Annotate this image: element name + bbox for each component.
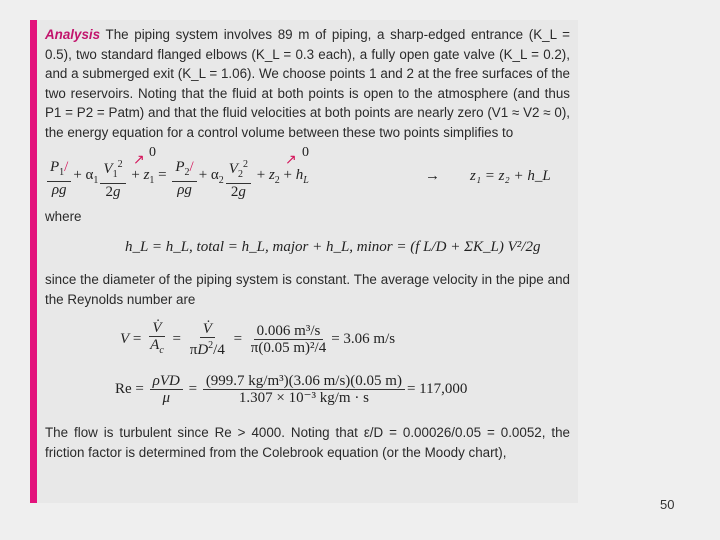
- slide-page: [30, 20, 578, 503]
- energy-result: z₁ = z₂ + h_L: [470, 167, 551, 184]
- intro-text: The piping system involves 89 m of piping, a sharp-edged entrance (K_L = 0.5), two standard flanged elbows (K_L = 0.3 each), a fully open gate valve (K_L = 0.2), and a submerged exit (K_L = 1.06). We choose points 1 and 2 at the free surfaces of the two reservoirs. Noting that the fluid at both points is open to the atmosphere (and thus P1 = P2 = Patm) and that the fluid velocities at both points are nearly zero (V1 ≈ V2 ≈ 0), the energy equation for a control volume between these two points simplifies to: [45, 27, 570, 140]
- paragraph-3: The flow is turbulent since Re > 4000. Noting that ε/D = 0.00026/0.05 = 0.0052, the friction factor is determined from the Colebrook equation (or the Moody chart),: [45, 425, 570, 460]
- where-label: where: [45, 208, 82, 224]
- accent-bar: [30, 20, 37, 503]
- document-body: [45, 25, 570, 463]
- head-loss-equation: [45, 226, 570, 270]
- reynolds-numerator: (999.7 kg/m³)(3.06 m/s)(0.05 m): [203, 373, 405, 390]
- velocity-denominator: π(0.05 m)²/4: [250, 339, 327, 356]
- arrow-1: ↗: [133, 152, 145, 168]
- zero-mark-1: 0: [149, 144, 156, 160]
- arrow-2: ↗: [285, 152, 297, 168]
- analysis-label: Analysis: [45, 27, 101, 42]
- reynolds-equation: Re = $\frac{\text{ρVD}}{\mu}$ = $\frac{\text{(999.7 kg/m³)(3.06 m/s)(0.05 m)}}{\text{1.307 × 10⁻³ kg/m · s}}$ = 117,000: [115, 372, 468, 406]
- page-number: 50: [660, 497, 675, 512]
- intro-paragraph: [45, 25, 570, 143]
- paragraph-2: since the diameter of the piping system is constant. The average velocity in the pipe and the Reynolds number are: [45, 272, 570, 307]
- velocity-lhs: V: [120, 330, 130, 347]
- velocity-result: = 3.06 m/s: [331, 330, 396, 347]
- velocity-equation: V = $\frac{V̇}{A_c}$ = $\frac{V̇}{\pi D^2/4}$ = $\frac{\text{0.006 m³/s}}{\text{π(0.05 m)²/4}}$ = 3.06 m/s: [120, 319, 396, 358]
- energy-equation: 0 ↗ 0 ↗ $\frac{P_1/}{\rho g}$ + $\alpha_1$ $\frac{V_1^2}{2g}$ + $z_1$ = $\frac{P_2/}{\rho g}$ + $\alpha_2$ $\frac{V_2^2}{2g}$ + $z_2 + h_L$ → z₁ = z₂ + h_L: [45, 147, 570, 209]
- reynolds-result: = 117,000: [406, 380, 468, 397]
- zero-mark-2: 0: [302, 144, 309, 160]
- velocity-numerator: 0.006 m³/s: [254, 323, 324, 340]
- reynolds-denominator: 1.307 × 10⁻³ kg/m · s: [238, 389, 369, 406]
- implies-arrow: →: [425, 167, 440, 184]
- reynolds-lhs: Re: [115, 380, 132, 397]
- head-loss-text: h_L = h_L, total = h_L, major + h_L, minor = (f L/D + ΣK_L) V²/2g: [125, 239, 541, 256]
